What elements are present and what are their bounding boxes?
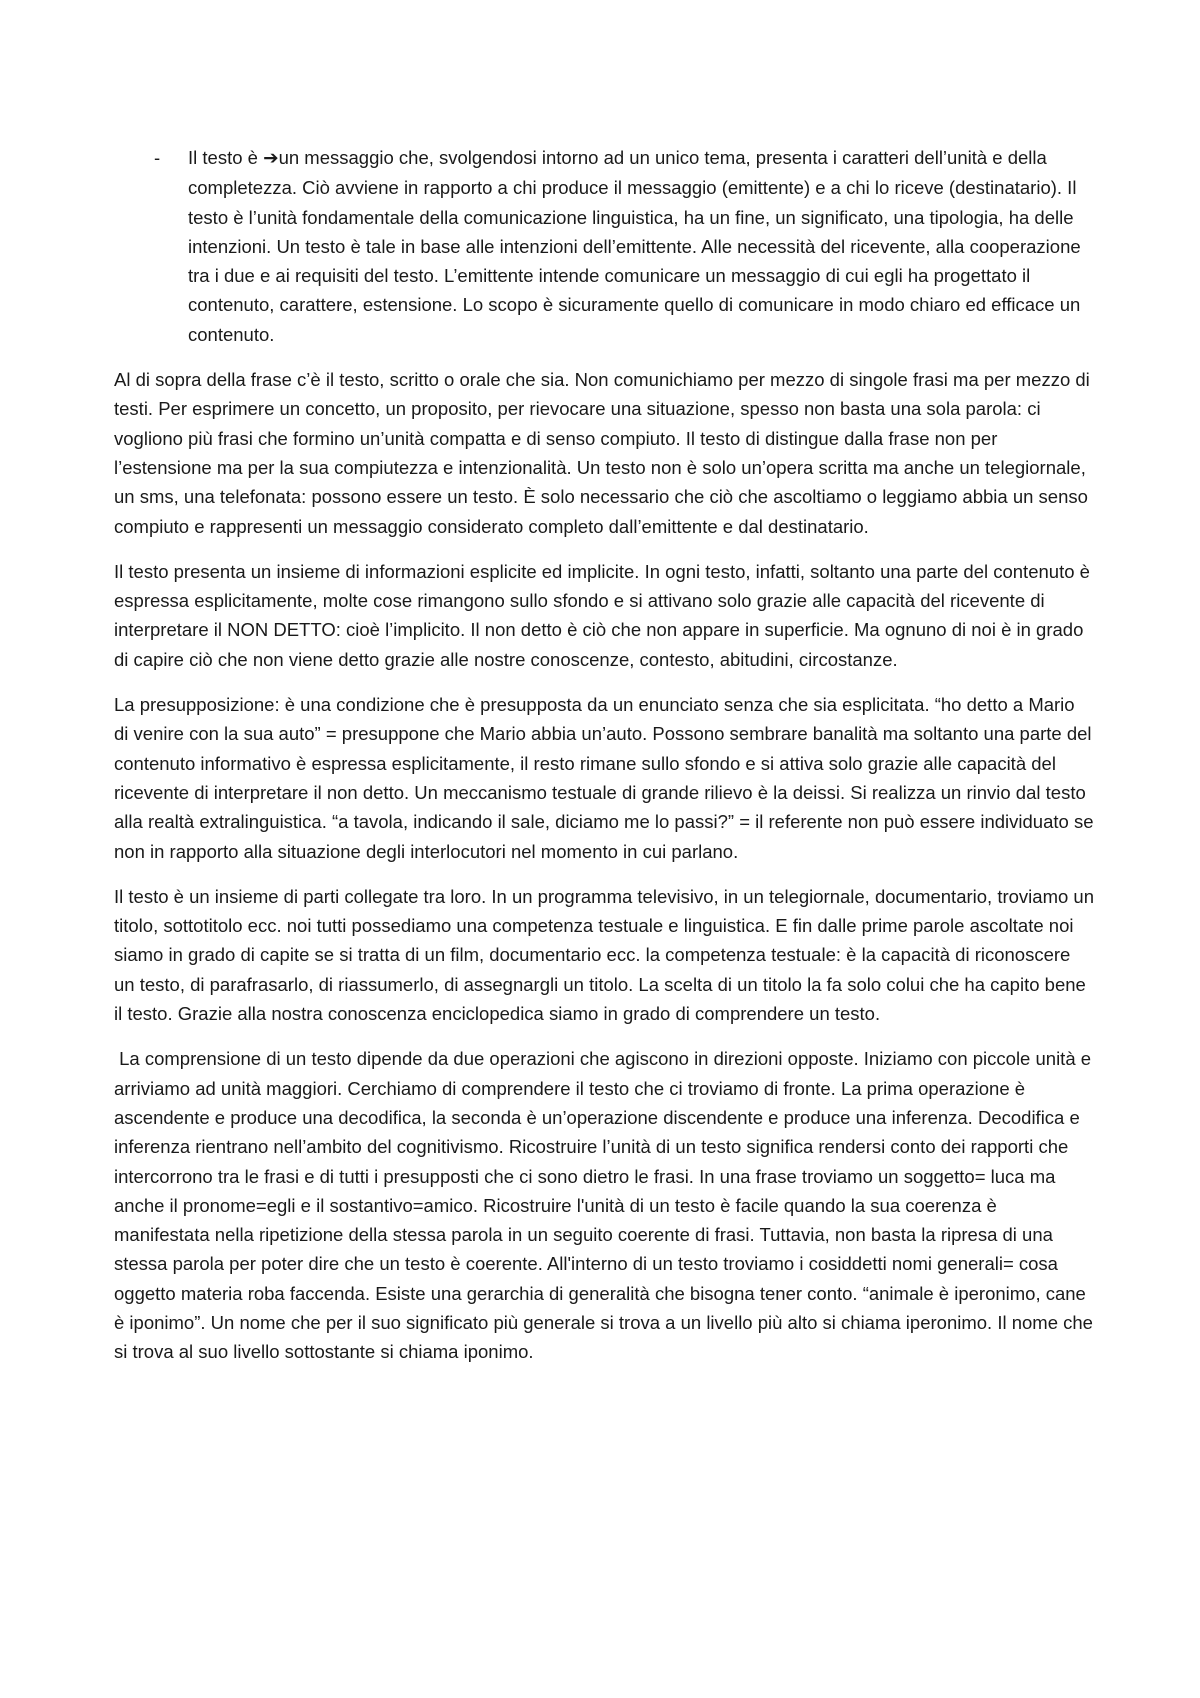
right-arrow-icon: ➔ xyxy=(263,148,279,169)
paragraph-frase-testo: Al di sopra della frase c’è il testo, scritto o orale che sia. Non comunichiamo per mezzo di singole frasi ma per mezzo di testi. Per esprimere un concetto, un proposito, per rievocare una situazione, spesso non basta una sola parola: ci vogliono più frasi che formino un’unità compatta e di senso compiuto. Il testo di distingue dalla frase non per l’estensione ma per la sua compiutezza e intenzionalità. Un testo non è solo un’opera scritta ma anche un telegiornale, un sms, una telefonata: possono essere un testo. È solo necessario che ciò che ascoltiamo o leggiamo abbia un senso compiuto e rappresenti un messaggio considerato completo dall’emittente e dal destinatario. xyxy=(114,369,1090,537)
bullet-item-testo xyxy=(114,143,1094,349)
bullet-dash: - xyxy=(154,147,161,168)
paragraph-presupposizione: La presupposizione: è una condizione che è presupposta da un enunciato senza che sia esplicitata. “ho detto a Mario di venire con la sua auto” = presuppone che Mario abbia un’auto. Possono sembrare banalità ma soltanto una parte del contenuto informativo è espressa esplicitamente, il resto rimane sullo sfondo e si attiva solo grazie alle capacità del ricevente di interpretare il non detto. Un meccanismo testuale di grande rilievo è la deissi. Si realizza un rinvio dal testo alla realtà extralinguistica. “a tavola, indicando il sale, diciamo me lo passi?” = il referente non può essere individuato se non in rapporto alla situazione degli interlocutori nel momento in cui parlano. xyxy=(114,694,1094,862)
paragraph-comprensione: La comprensione di un testo dipende da due operazioni che agiscono in direzioni opposte. Iniziamo con piccole unità e arriviamo ad unità maggiori. Cerchiamo di comprendere il testo che ci troviamo di fronte. La prima operazione è ascendente e produce una decodifica, la seconda è un’operazione discendente e produce una inferenza. Decodifica e inferenza rientrano nell’ambito del cognitivismo. Ricostruire l’unità di un testo significa rendersi conto dei rapporti che intercorrono tra le frasi e di tutti i presupposti che ci sono dietro le frasi. In una frase troviamo un soggetto= luca ma anche il pronome=egli e il sostantivo=amico. Ricostruire l'unità di un testo è facile quando la sua coerenza è manifestata nella ripetizione della stessa parola in un seguito coerente di frasi. Tuttavia, non basta la ripresa di una stessa parola per poter dire che un testo è coerente. All'interno di un testo troviamo i cosiddetti nomi generali= cosa oggetto materia roba faccenda. Esiste una gerarchia di generalità che bisogna tener conto. “animale è iperonimo, cane è iponimo”. Un nome che per il suo significato più generale si trova a un livello più alto si chiama iperonimo. Il nome che si trova al suo livello sottostante si chiama iponimo. xyxy=(114,1048,1099,1363)
document-body xyxy=(114,143,1099,1383)
paragraph-informazioni-implicite: Il testo presenta un insieme di informazioni esplicite ed implicite. In ogni testo, infatti, soltanto una parte del contenuto è espressa esplicitamente, molte cose rimangono sullo sfondo e si attivano solo grazie alle capacità del ricevente di interpretare il NON DETTO: cioè l’implicito. Il non detto è ciò che non appare in superficie. Ma ognuno di noi è in grado di capire ciò che non viene detto grazie alle nostre conoscenze, contesto, abitudini, circostanze. xyxy=(114,560,1090,670)
bullet-text-start: Il testo è xyxy=(188,147,264,168)
bullet-text-rest: un messaggio che, svolgendosi intorno ad un unico tema, presenta i caratteri dell’unità e della completezza. Ciò avviene in rapporto a chi produce il messaggio (emittente) e a chi lo riceve (destinatario). Il testo è l’unità fondamentale della comunicazione linguistica, ha un fine, un significato, una tipologia, ha delle intenzioni. Un testo è tale in base alle intenzioni dell’emittente. Alle necessità del ricevente, alla cooperazione tra i due e ai requisiti del testo. L’emittente intende comunicare un messaggio di cui egli ha progettato il contenuto, carattere, estensione. Lo scopo è sicuramente quello di comunicare in modo chiaro ed efficace un contenuto. xyxy=(188,147,1081,345)
paragraph-competenza-testuale: Il testo è un insieme di parti collegate tra loro. In un programma televisivo, in un telegiornale, documentario, troviamo un titolo, sottotitolo ecc. noi tutti possediamo una competenza testuale e linguistica. E fin dalle prime parole ascoltate noi siamo in grado di capite se si tratta di un film, documentario ecc. la competenza testuale: è la capacità di riconoscere un testo, di parafrasarlo, di riassumerlo, di assegnargli un titolo. La scelta di un titolo la fa solo colui che ha capito bene il testo. Grazie alla nostra conoscenza enciclopedica siamo in grado di comprendere un testo. xyxy=(114,885,1094,1025)
